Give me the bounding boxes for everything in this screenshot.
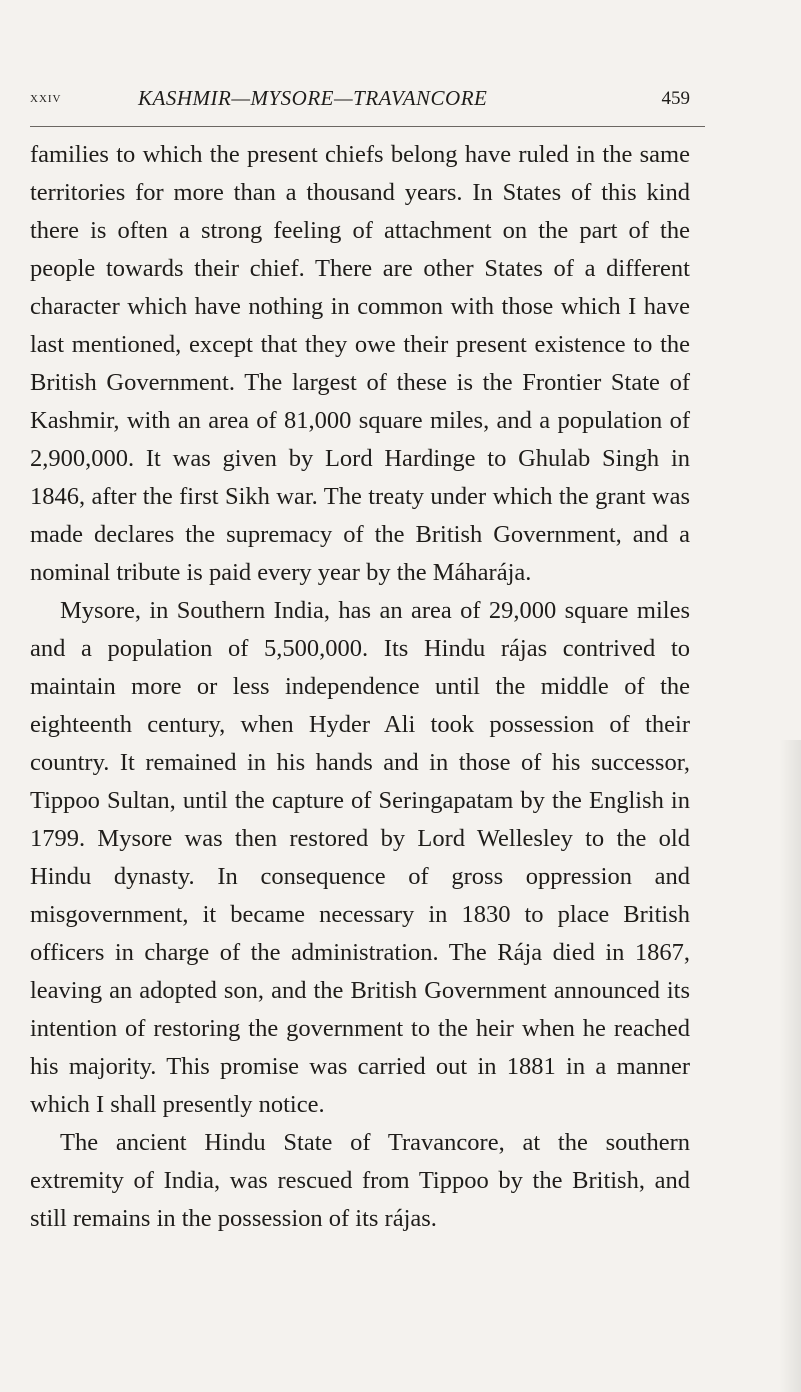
running-header [30,86,690,116]
header-rule [30,126,705,127]
paragraph-kashmir: families to which the present chiefs belong have ruled in the same territories for more than a thousand years. In States of this kind there is often a strong feeling of attachment on the part of the people towards their chief. There are other States of a different character which have nothing in common with those which I have last mentioned, except that they owe their present existence to the British Government. The largest of these is the Frontier State of Kashmir, with an area of 81,000 square miles, and a population of 2,900,000. It was given by Lord Hardinge to Ghulab Singh in 1846, after the first Sikh war. The treaty under which the grant was made declares the supremacy of the British Government, and a nominal tribute is paid every year by the Máharája. [30,141,690,586]
paragraph-mysore: Mysore, in Southern India, has an area of 29,000 square miles and a population of 5,500,000. Its Hindu rájas contrived to maintain more or less independence until the middle of the eighteenth century, when Hyder Ali took possession of their country. It remained in his hands and in those of his successor, Tippoo Sultan, until the capture of Seringapatam by the English in 1799. Mysore was then restored by Lord Wellesley to the old Hindu dynasty. In consequence of gross oppression and misgovernment, it became necessary in 1830 to place British officers in charge of the administration. The Rája died in 1867, leaving an adopted son, and the British Government announced its intention of restoring the government to the heir when he reached his majority. This promise was carried out in 1881 in a manner which I shall presently notice. [30,597,690,1118]
body-text [30,136,690,1238]
paragraph-travancore: The ancient Hindu State of Travancore, at the southern extremity of India, was rescued from Tippoo by the British, and still remains in the possession of its rájas. [30,1129,690,1232]
page-edge-shadow [779,740,801,1392]
folio-marker: xxiv [30,90,62,106]
page-number: 459 [661,88,690,109]
running-title: KASHMIR—MYSORE—TRAVANCORE [138,86,488,110]
